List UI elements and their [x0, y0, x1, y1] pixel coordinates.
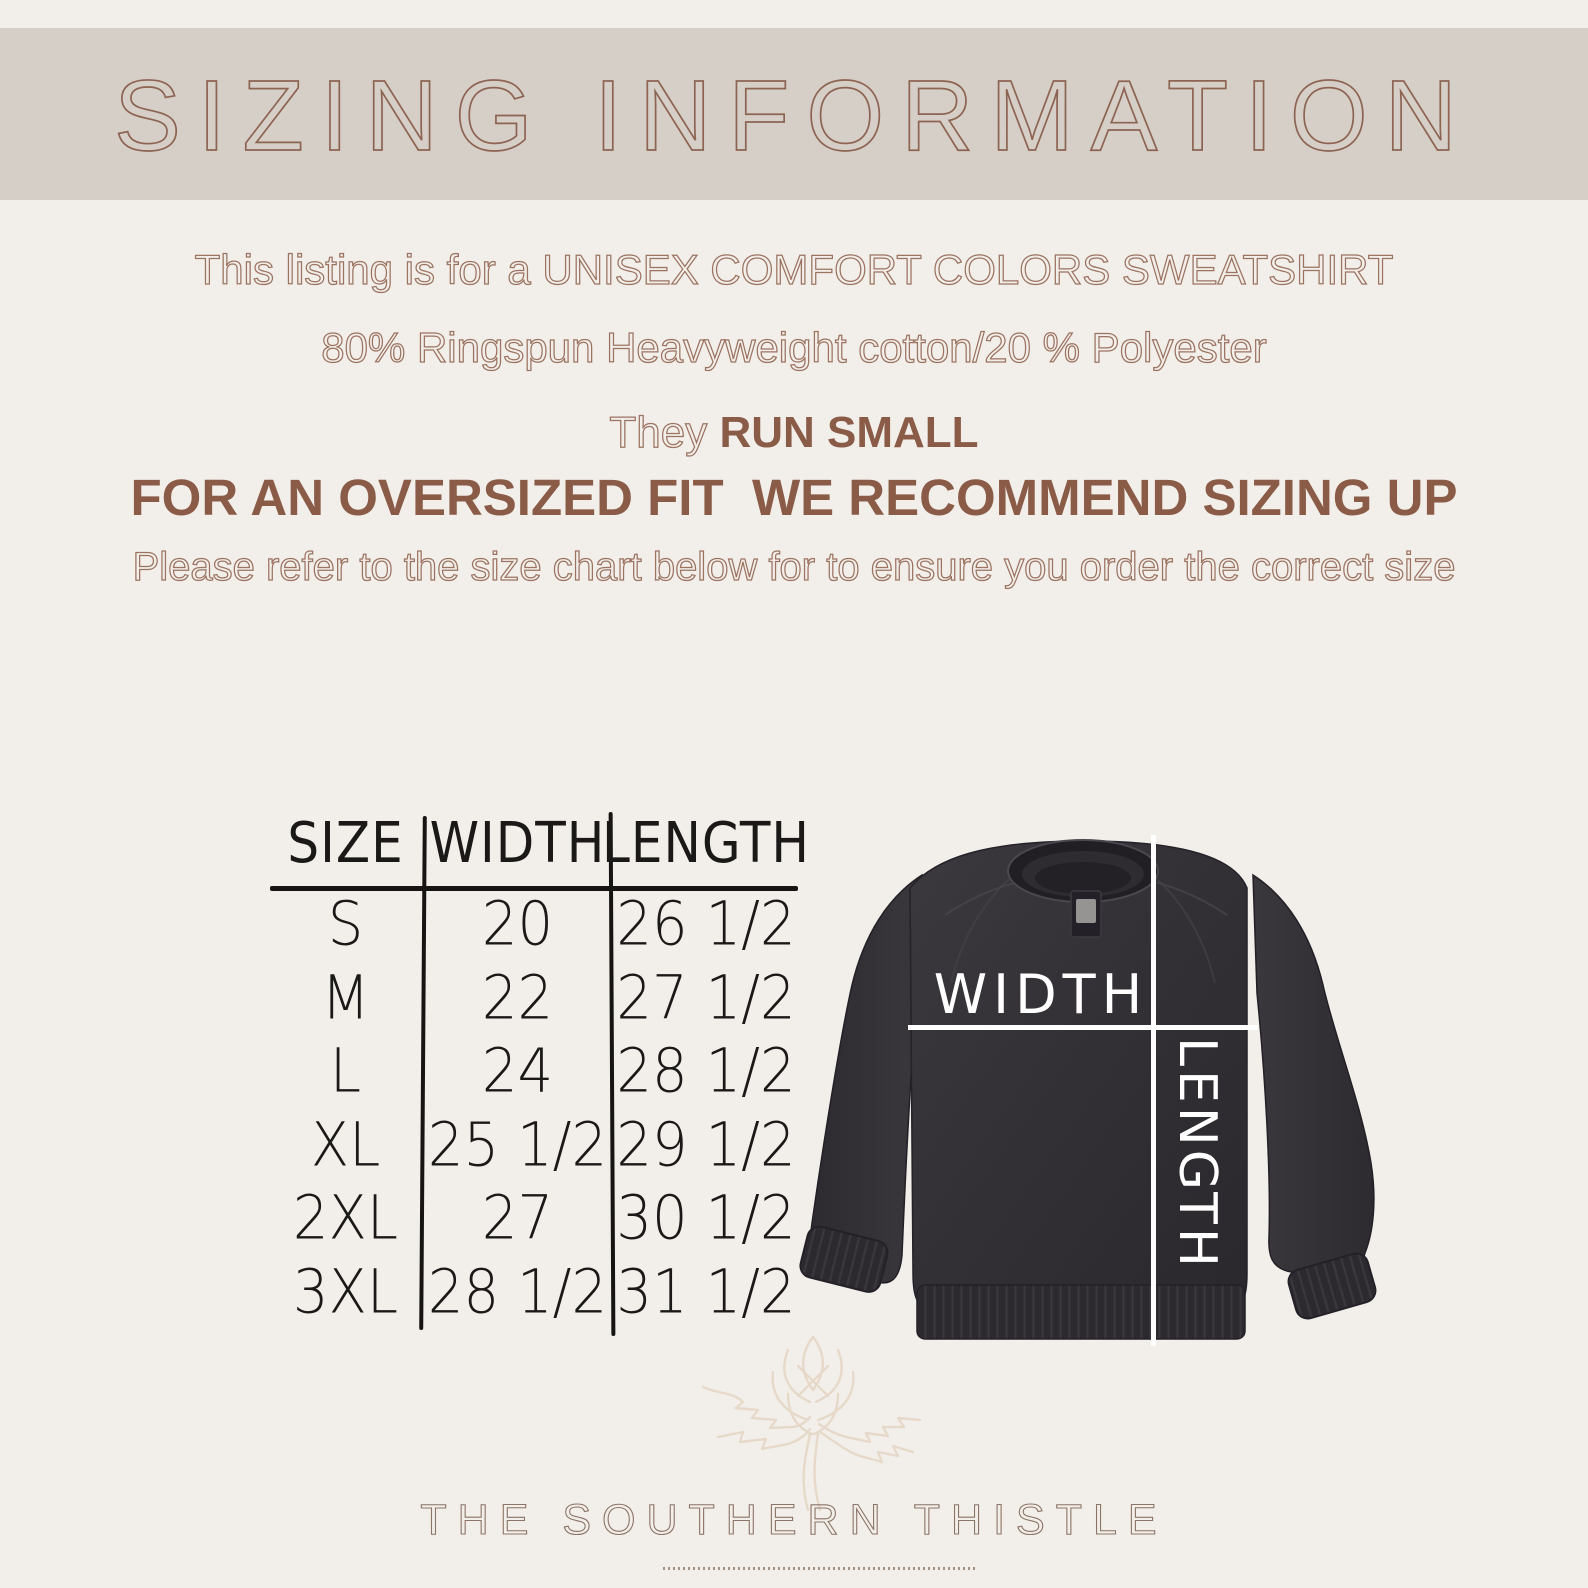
title-band	[0, 28, 1588, 200]
table-row-width: 20	[481, 889, 554, 960]
hem-band	[917, 1285, 1245, 1339]
left-sleeve	[811, 875, 922, 1283]
table-row-width: 24	[481, 1036, 554, 1107]
intro-line-1: This listing is for a UNISEX COMFORT COLORS SWEATSHIRT	[194, 246, 1394, 293]
sweatshirt-photo	[795, 833, 1380, 1348]
table-row-size: M	[321, 963, 370, 1034]
column-header-size: SIZE	[287, 810, 404, 876]
brand-underline	[663, 1567, 975, 1570]
table-row-size: L	[329, 1036, 362, 1107]
length-label: LENGTH	[1167, 1037, 1227, 1272]
column-header-length: LENGTH	[602, 810, 810, 876]
page-title: SIZING INFORMATION	[114, 60, 1474, 172]
brand-name: THE SOUTHERN THISTLE	[420, 1496, 1168, 1544]
fit-note	[0, 408, 1588, 458]
table-row-length: 31 1/2	[616, 1257, 796, 1328]
sweatshirt-diagram	[795, 833, 1380, 1348]
thistle-logo-sketch	[688, 1332, 938, 1512]
table-row-size: 2XL	[292, 1183, 399, 1254]
table-row-length: 30 1/2	[616, 1183, 796, 1254]
length-measure-line	[1151, 835, 1156, 1346]
width-label: WIDTH	[933, 963, 1149, 1026]
table-row-width: 22	[481, 963, 554, 1034]
intro-line-2: 80% Ringspun Heavyweight cotton/20 % Polyester	[321, 324, 1267, 371]
chart-note: Please refer to the size chart below for to ensure you order the correct size	[132, 545, 1456, 589]
fit-recommendation: FOR AN OVERSIZED FIT WE RECOMMEND SIZING UP	[130, 469, 1458, 526]
table-row-length: 28 1/2	[616, 1036, 796, 1107]
collar-shadow	[1035, 862, 1131, 894]
table-row-size: 3XL	[292, 1257, 399, 1328]
table-row-width: 27	[481, 1183, 554, 1254]
table-row-size: S	[327, 889, 364, 960]
fit-note-prefix: They	[609, 408, 720, 457]
table-row-width: 28 1/2	[427, 1257, 608, 1328]
table-row-width: 25 1/2	[427, 1110, 608, 1181]
table-row-length: 26 1/2	[616, 889, 796, 960]
fit-note-bold: RUN SMALL	[719, 408, 979, 457]
column-header-width: WIDTH	[429, 810, 606, 876]
neck-tag-label	[1076, 899, 1096, 923]
table-row-length: 29 1/2	[616, 1110, 796, 1181]
table-divider-1	[419, 816, 427, 1330]
table-row-size: XL	[310, 1110, 381, 1181]
table-row-length: 27 1/2	[616, 963, 796, 1034]
right-sleeve	[1253, 875, 1374, 1282]
size-chart-table	[268, 798, 810, 1338]
